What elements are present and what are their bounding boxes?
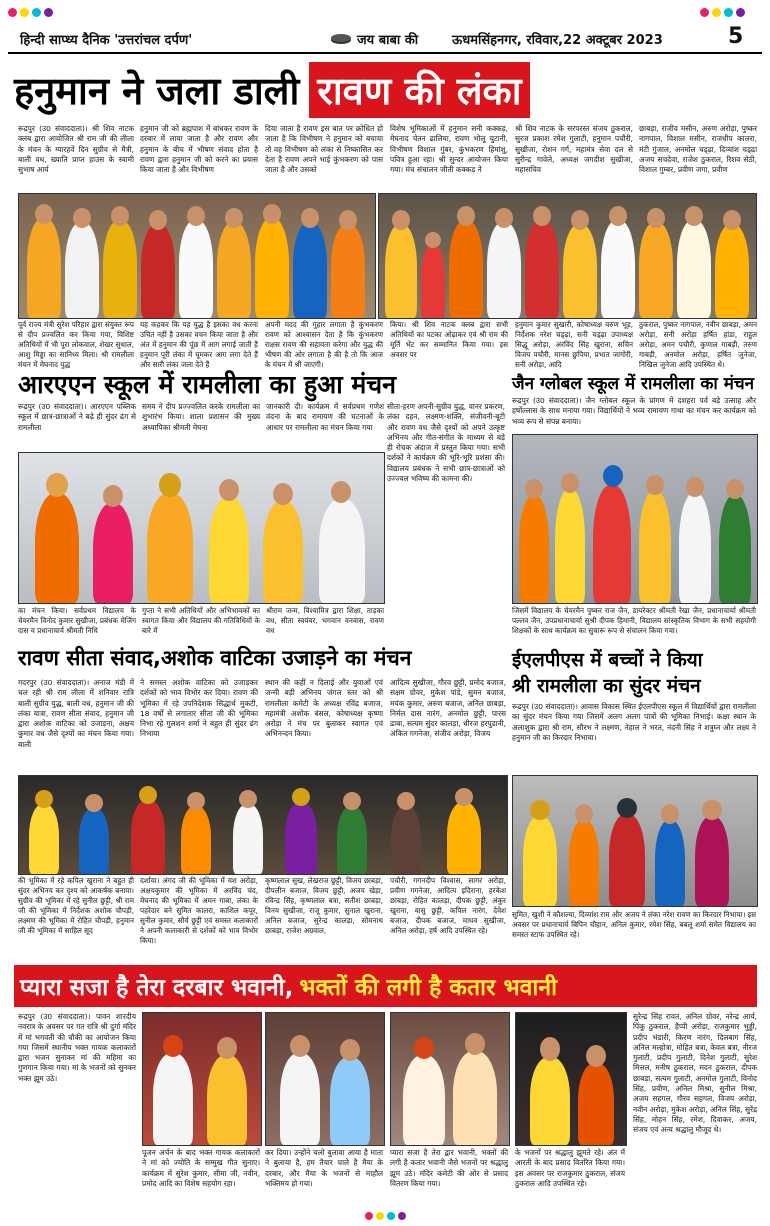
story1-photo-left (18, 193, 376, 319)
story6-photo1 (142, 1012, 262, 1146)
story4-col1: गदरपुर (उ0 संवाददाता)। अनाज मंडी में चल रही श्री राम लीला में शनिवार रात्रि बाली सुग्रीव युद्ध, बाली वध, हनुमान जी की लंका यात्रा, रावण सीता संवाद, हनुमान जी द्वारा अशोक वाटिका को उजाड़ना, अक्षय कुमार वध जैसे दृश्यों का मंचन किया गया। बाली (18, 678, 134, 749)
story4-caption1: की भूमिका में रहे कपिल खुराना ने बहुत ही सुंदर अभिनय कर दृश्य को आकर्षक बनाया। सुग्रीव की भूमिका में रहे सुनील छुट्टी, श्री राम जी की भूमिका में निर्देशक अशोक चौपड़ी, लक्ष्मण की भूमिका में रोहित चौपड़ी, हनुमान जी की भूमिका में साहिल सूद (18, 876, 134, 935)
story1-col5: श्री शिव नाटक के सरपरस्त संजय ठुकराल, सुरज प्रकाश रमेश गुलाटी, हनुमान पचौरी, सुखीजा, रोशन गर्ग, महामंत्र सेवा दल से सुरीन्द्र गावेले, अध्यक्ष जगदीश सुखीजा, महासचिव (515, 124, 633, 175)
story4-col3: स्थान की कहीं न दिलाई और युवाओं एवं जन्मी बड़ी अभिनय जंगल स्तर को श्री रामलीला कमेटी के अध्यक्ष रविंद्र बजाज, महामंत्री अशोक बंसल, कोषाध्यक्ष कृष्णा अरोड़ा ने मंच पर बुलाकर स्वागत एवं अभिनन्दन किया। (265, 678, 383, 739)
story2-headline: आरएएन स्कूल में रामलीला का हुआ मंचन (18, 370, 397, 399)
story1-col2: हनुमान जी को ब्रह्मपाश में बांधकर रावण के दरबार में लाया जाता है और रावण और हनुमान के बीच में भीषण संवाद होता है रावण द्वारा हनुमान जी को करने का प्रयास किया जाता है और विभीषण (140, 124, 258, 175)
story6-photo4 (515, 1012, 627, 1146)
page-number: 5 (728, 24, 744, 49)
story5-headline-line1: ईएलपीएस में बच्चों ने किया (512, 649, 703, 671)
story3-photo (512, 434, 758, 604)
story1-col3: दिया जाता है रावण इस बात पर क्रोधित हो जाता है कि विभीषण ने हनुमान को बचाया तो वह विभीषण को लंका से निष्कासित कर देता है रावण अपने भाई कुंभकरण को पास जाता है और उसको (265, 124, 383, 175)
header-rule (8, 52, 762, 54)
story1-headline-red: रावण की लंका (309, 62, 529, 118)
story2-col5: जानकारी दी। कार्यक्रम में सर्वप्रथम गणेश वंदना के बाद रामायण की घटनाओं के आधार पर रामलीला का मंचन किया गया (266, 402, 384, 432)
story6-photo3 (390, 1012, 510, 1146)
story1-caption1: पूर्व राज्य मंत्री सुरेश परिहार द्वारा संयुक्त रूप से दीप प्रज्वलित कर किया गया, विशिष्ट अतिथियों में भी पूरा लोकवाल, शेखर सुथाल, आशु मिड्डा का सानिध्य मिला। श्री रामलीला मंचन में मेघनाद युद्ध (18, 320, 134, 369)
header-center (330, 30, 418, 48)
story4-headline: रावण सीता संवाद,अशोक वाटिका उजाड़ने का मंचन (18, 646, 412, 670)
story6-headline-red: भक्तों की लगी है कतार भवानी (299, 975, 558, 1001)
story5-headline-line2: श्री रामलीला का सुंदर मंचन (512, 675, 701, 697)
story6-photo2 (265, 1012, 385, 1146)
story6-col5: के भजनों पर श्रद्धालु झूमते रहे। अंत में आरती के बाद प्रसाद वितरित किया गया। इस अवसर पर राजकुमार ठुकराल, संजय ठुकराल आदि उपस्थित रहे। (515, 1148, 625, 1188)
story1-headline (14, 62, 530, 118)
story6-col2: पूजन अर्चन के बाद भक्त गायक कलाकारों ने मां को ज्योति के सम्मुख गीत सुनाए। कार्यक्रम में सुरेश कुमार, सीमा जी, नवीन, प्रमोद आदि का विशेष सहयोग रहा। (142, 1148, 260, 1188)
story1-col1: रूद्रपुर (उ0 संवाददाता)। श्री शिव नाटक क्लब द्वारा आयोजित श्री राम जी की लीला के मंचन के ग्यारहवें दिन सुग्रीव से मैत्री, बाली वध, ख्याति प्राप्त हाउस के स्वामी सुभाष आर्य (18, 124, 134, 175)
story1-caption3: अपनी मदद की गुहार लगाता है कुंभकरण रावण को आश्वासन देता है कि कुंभकरण राक्षस रावण की सहायता करेगा और युद्ध की भीषण की ओर लगाता है की है तो कि आज के मंचन में श्री जाएगी। (265, 320, 383, 369)
story6-col3: कर दिया। उन्होंने चलो बुलावा आया है माता ने बुलाया है, हम तैयार चाले है मैया के दरबार, और मैया के भजनों से माहौल भक्तिमय हो गया। (265, 1148, 383, 1188)
header-right-text: ऊधमसिंहनगर, रविवार,22 अक्टूबर 2023 (452, 33, 663, 48)
story3-headline: जैन ग्लोबल स्कूल में रामलीला का मंचन (512, 374, 755, 394)
header-center-text: जय बाबा की (357, 33, 419, 48)
story4-caption4: पचौरी, गगनदीप विश्वास, सागर अरोड़ा, प्रवीण गगनेजा, आदित्य इदिराना, हरकेश छाबड़ा, रोहित कालड़ा, दीपक छुट्टी, अंकुर खुराना, वासु छुट्टी, कपिल नारंग, देवेश बजाज, दीपक बजाज, माधव सुखीजा, अनिल अरोड़ा, हर्ष आदि उपस्थित रहे। (390, 876, 506, 935)
story4-col4: आदित्य सुखीजा, गौरव छुट्टी, प्रमोद बजाज, सक्षम ग्रोवर, मुकेश पांडे, सुमन बजाज, मयंक कुमार, अरुण बजाज, अनिल छाबड़ा, निर्मल दास नारंग, अनमोल छुट्टी, पारस ढाबा, सत्यम सुंदर कालड़ा, धीरज हरपुडानी, अंकित गगनेजा, संजीव अरोड़ा, विजय (390, 678, 506, 739)
footer-dots (365, 1212, 406, 1220)
story1-col4: विशेष भूमिकाओं में हनुमान सनी कक्कड़, मेघनाद चेतन ढालिया, रावण भोलू चुटानी, विभीषण विशाल गुंबर, कुंभकरण हिमांशु, पवित्र हुआ रहा। श्री सुन्दर आयोजन किया गया। मंच संचालन जीती कक्कड़ ने (390, 124, 508, 175)
story3-caption: जिसमें विद्यालय के चेयरमैन पुष्कर राज जैन, डायरेक्टर श्रीमती रेखा जैन, प्रधानाचार्या श्रीमती पल्लव जैन, उपप्रधानाचार्या सुश्री दीपक हिमानी, विद्यालय सांस्कृतिक विभाग के सभी सहयोगी शिक्षकों के साथ कार्यक्रम का सुचारू रूप से संचालन किया गया। (512, 606, 756, 635)
story6-col4: प्यारा सजा है तेरा द्वार भवानी, भक्तों की लगी है कतार भवानी जैसे भजनों पर श्रद्धालु झूम उठे। मंदिर कमेटी की ओर से प्रसाद वितरण किया गया। (390, 1148, 508, 1188)
story4-caption3: कृष्णलाल सुख, लेखराज छुट्टी, विजय छाबड़ा, दीपलीन बजाज, विजय छुट्टी, अजय खेड़ा, रविन्द्र सिंह, कृष्णलाल बत्रा, सतीश छाबड़ा, विनय सुखीजा, राजू कुमार, सुनाल खुराना, अनिल बजाज, सुरेन्द्र कालड़ा, सोमनाथ छाबड़ा, राजेश अग्रवाल, (265, 876, 383, 935)
story2-col1: रूद्रपुर (उ0 संवाददाता)। आरएएन पब्लिक स्कूल में छात्र-छात्राओं ने बढ़े ही सुंदर ढंग से रामलीला (18, 402, 136, 432)
coin-stack-icon (330, 33, 352, 45)
story1-headline-black: हनुमान ने जला डाली (14, 69, 300, 113)
story1-photo-right (378, 193, 757, 319)
story2-col7: सीता-हरण अपनी-सुग्रीव युद्ध, वानर प्रकरण, लंका दहन, लक्ष्मण-शक्ति, संजीवनी-बूटी और रावण वध जैसे दृश्यों को अपने उत्कृष्ट अभिनय और गीत-संगीत के माध्यम से बड़े ही रोचक अंदाज में प्रस्तुत किया गया। सभी दर्शकों ने कार्यक्रम की भूरि-भूरि प्रशंसा की। विद्यालय प्रबंधक ने सभी छात्र-छात्राओं को उज्ज्वल भविष्य की कामना की। (387, 402, 505, 484)
story2-photo (18, 452, 385, 604)
story1-caption4: किया। श्री शिव नाटक क्लब द्वारा सभी अतिथियों का पटका ओढ़ाकर एवं श्री राम की मूर्ति भेंट कर सम्मानित किया गया। इस अवसर पर (390, 320, 508, 359)
story5-photo (512, 775, 758, 907)
story4-photo (18, 775, 508, 875)
story4-col2: ने समस्त अशोक वाटिका को उजाड़कर दर्शकों को भाव विभोर कर दिया। रावण की भूमिका में रहे उपनिदेशक सिद्धार्थ मुकटी, 18 वर्षों से लगातार सीता जी की भूमिका निभा रहे गुलशन शर्मा ने बहुत ही सुंदर ढंग निभाया (140, 678, 258, 739)
story5-caption: सुमित, खुशी ने कौशल्या, दिव्यांश राम और अजय ने लंका नरेश रावण का किरदार निभाया। इस अवसर पर प्रधानाचार्य बिपिन चौहान, अनिल कुमार, रमेश सिंह, बबलू शर्मा समेत विद्यालय का समस्त स्टाफ उपस्थित रहे। (512, 910, 756, 939)
story2-col4: गुप्ता ने सभी अतिथियों और अभिभावकों का स्वागत किया और विद्यालय की गतिविधियों के बारे में (142, 606, 260, 635)
story5-body: रूद्रपुर (उ0 संवाददाता)। आवास विकास स्थित ईएलपीएस स्कूल में विद्यार्थियों द्वारा रामलीला का सुंदर मंचन किया गया जिसमें अलग अलग पात्रों की भूमिका निभाई। कक्षा स्थान के अलाशुक द्वारा श्री राम, सौरभ ने लक्ष्मण, नेहाल ने भरत, नंदनी सिंह ने शत्रुघ्न और लक्ष्य ने हनुमान जी का किरदार निभाया। (512, 702, 756, 742)
header-dots-right (700, 8, 745, 17)
header-dots-left (8, 8, 53, 17)
story1-caption5: हनुमान कुमार सुखारी, कोषाध्यक्ष वरुण भूड़, निर्देशक नरेश चड्ढ़ा, सनी चड्ढ़ा उपाध्यक्ष सिद्धू अरोड़ा, अरविंद सिंह खुराना, सचिन विजय पचौरी, मानस छुपिया, प्रभात जागोरी, सनी अरोड़ा, आदि (515, 320, 633, 369)
story4-caption2: दर्शाया। अंगद जी की भूमिका में यश अरोड़ा, अक्षयकुमार की भूमिका में अरविंद चंद, मेघनाद की भूमिका में अमन गाबा, लंका के पहरेदार बने सुमित कालरा, काशिल कपूर, सुनील कुमार, सौर्य छुट्टी एवं समस्त कलाकारों ने अपनी कलाकारी से दर्शकों को भाव विभोर किया। (140, 876, 258, 945)
story1-caption2: यह कहकर कि यह युद्ध है इसका वध करना उचित नहीं है उसका वचन किया जाता है और अंत में हनुमान की पूंछ में आग लगाई जाती है हनुमान पूरी लंका में घूमकर आग लगा देते हैं और सारी लंका जला देते हैं (140, 320, 258, 369)
story6-headline-main: प्यारा सजा है तेरा दरबार भवानी, (20, 975, 294, 1001)
story6-col6: सुरेन्द्र सिंह रावत, अनिल ग्रोवर, नरेन्द्र आर्य, पिंकू ठुकराल, हैप्पी अरोड़ा, राजकुमार भुड्डी, प्रदीप भंडारी, किरण नारंग, दिलबाग सिंह, अनिल मल्होत्रा, मोहित बत्रा, केवल बत्रा, नीरज गुलाटी, प्रदीप गुलाटी, दिनेश गुलाटी, सुरेश मित्तल, मनीष ठुकराल, मदन ठुकराल, दीपक छाबड़ा, सत्यम गुलाटी, अनमोल गुलाटी, विनोद सिंह, प्रवीण, अनिल मिश्रा, सुनील मिश्रा, अजय सहगल, गौरव सहगल, विजय अरोड़ा, नवीन अरोड़ा, मुकेश अरोड़ा, अनिल सिंह, सुरेंद्र सिंह, मोहन सिंह, रमेश, दिवाकर, अजय, संजय एवं अन्य श्रद्धालु मौजूद थे। (633, 1012, 757, 1135)
header-left-title: हिन्दी साप्ध्य दैनिक 'उत्तरांचल दर्पण' (20, 33, 193, 48)
story1-caption6: ठुकराल, पुष्कर नागपाल, नवीन छाबड़ा, अमन अरोड़ा, सनी अरोड़ा हर्षित हांडा, राहुल अरोड़ा, अमन पचौरी, कुणाल गाबड़ी, तरुण गाबड़ी, अनमोल अरोड़ा, हर्षित जुनेजा, निखिल जुनेजा आदि उपस्थित थे। (639, 320, 757, 369)
story2-col6: श्रीराम जन्म, विश्वामित्र द्वारा शिक्षा, ताड़का वध, सीता स्वयंवर, भगवान वनवास, रावण वध (266, 606, 384, 635)
story6-col1: रूद्रपुर (उ0 संवाददाता)। पावन शारदीय नवरात्र के अवसर पर गत रात्रि श्री दुर्गा मंदिर में मां भगवती की चौकी का आयोजन किया गया जिसमें स्थानीय भक्त गायक कलाकारों द्वारा भजन सुनाकर मां की महिमा का गुणगान किया गया। मां के भजनों को सुनकर भक्त झूम उठे। (18, 1012, 136, 1083)
story6-headline (20, 970, 557, 1002)
story3-body: रूद्रपुर (उ0 संवाददाता)। जैन ग्लोबल स्कूल के प्रांगण में दशहरा पर्व बड़े उत्साह और हर्षोल्लास के साथ मनाया गया। विद्यार्थियों ने भव्य रामायण गाथा का मंचन कर कार्यक्रम को भव्य रूप से संपन्न बनाया। (512, 396, 756, 426)
story2-col3: समय ने दीप प्रज्ज्वलित करके रामलीला का शुभारंभ किया। शाला प्रशासन की मुख्य अध्यापिका श्रीमती मेघना (142, 402, 260, 432)
story1-col6: छाबड़ा, राजीव मसीन, अरुण अरोड़ा, पुष्कर नागपाल, विशाल मसीन, राजधीप कालरा, मंटी गुंजाल, अनमोल चड्ढ़ा, दिव्यांश चड्ढ़ा अजय सचदेवा, राजेश ठुकराल, रिशव सेठी, विशाल गुम्बर, प्रवीण जगा, प्रवीण (639, 124, 757, 175)
story2-col2: का मंचन किया। सर्वप्रथम विद्यालय के चेयरमैन विनोद कुमार सुखीजा, प्रबंधक मेजिंग दास व प्रधानाचार्य श्रीमती निधि (18, 606, 136, 635)
